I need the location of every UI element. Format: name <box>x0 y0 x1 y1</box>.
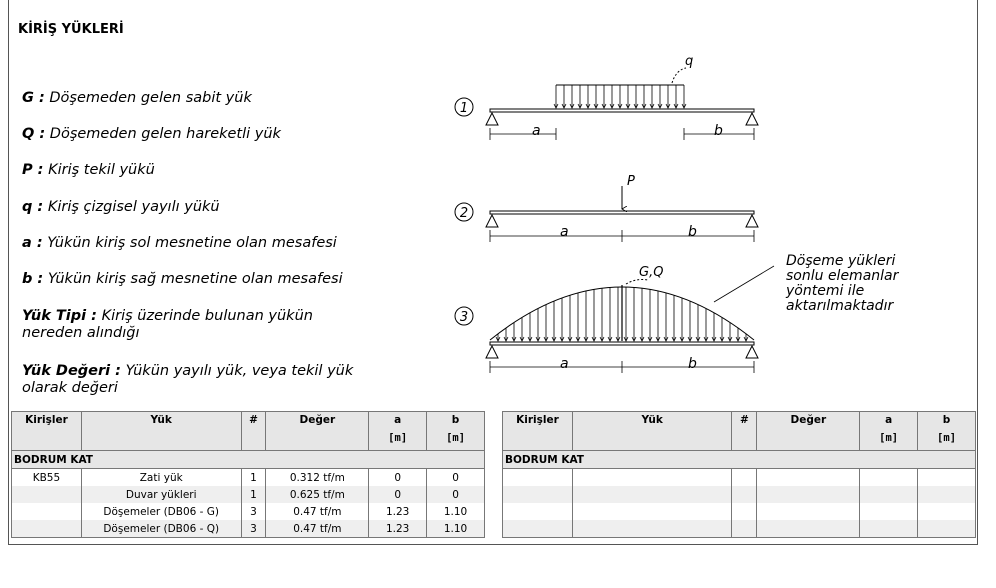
col-a: a [m] <box>860 412 918 451</box>
col-kirisler: Kirişler <box>503 412 573 451</box>
col-b: b [m] <box>918 412 976 451</box>
case-1-label: 1 <box>459 101 469 116</box>
load-diagrams <box>440 48 940 380</box>
a-label-3: a <box>560 356 569 372</box>
empty-row <box>503 486 976 503</box>
empty-row <box>503 520 976 538</box>
case-1-diagram <box>455 54 758 140</box>
legend-p: P : Kiriş tekil yükü <box>22 162 155 178</box>
section-row: BODRUM KAT <box>12 451 485 469</box>
col-b: b [m] <box>427 412 485 451</box>
q-label: q <box>685 54 694 69</box>
loads-table-left <box>11 411 485 538</box>
cell-kiris <box>12 503 82 520</box>
b-label-2: b <box>688 224 697 240</box>
table-row <box>12 469 485 487</box>
empty-row <box>503 503 976 520</box>
cell-kiris: KB55 <box>12 469 82 487</box>
support-right-1 <box>746 113 758 125</box>
support-left-1 <box>486 113 498 125</box>
cell-no: 3 <box>241 520 266 538</box>
cell-no: 1 <box>241 469 266 487</box>
cell-kiris <box>12 520 82 538</box>
legend-q: Q : Döşemeden gelen hareketli yük <box>22 126 281 142</box>
a-label-1: a <box>532 123 541 139</box>
gq-label: G,Q <box>639 265 664 280</box>
case-3-diagram <box>455 253 903 373</box>
cell-no: 1 <box>241 486 266 503</box>
loads-table-right <box>502 411 976 538</box>
col-a: a [m] <box>369 412 427 451</box>
cell-yuk: Döşemeler (DB06 - G) <box>81 503 241 520</box>
case-2-diagram <box>455 174 758 242</box>
legend-yuk-tipi: Yük Tipi : Kiriş üzerinde bulunan yükün nereden alındığı <box>22 308 313 341</box>
b-label-3: b <box>688 356 697 372</box>
p-label: P <box>627 174 635 189</box>
support-right-3 <box>746 346 758 358</box>
col-yuk: Yük <box>81 412 241 451</box>
cell-kiris <box>12 486 82 503</box>
b-label-1: b <box>714 123 723 139</box>
cell-deger: 0.47 tf/m <box>266 503 369 520</box>
col-kirisler: Kirişler <box>12 412 82 451</box>
fem-note: Döşeme yükleri sonlu elemanlar yöntemi ile aktarılmaktadır <box>786 253 899 314</box>
table-row <box>12 520 485 538</box>
cell-b: 0 <box>427 486 485 503</box>
legend-g: G : Döşemeden gelen sabit yük <box>22 90 252 106</box>
support-right-2 <box>746 215 758 227</box>
legend-yuk-degeri: Yük Değeri : Yükün yayılı yük, veya tekil yük olarak değeri <box>22 363 354 396</box>
cell-yuk: Zati yük <box>81 469 241 487</box>
cell-deger: 0.625 tf/m <box>266 486 369 503</box>
page-title: KİRİŞ YÜKLERİ <box>18 22 124 37</box>
col-deger: Değer <box>757 412 860 451</box>
case-2-label: 2 <box>459 206 469 221</box>
cell-b: 1.10 <box>427 503 485 520</box>
beam-2 <box>490 211 754 214</box>
col-yuk: Yük <box>572 412 732 451</box>
cell-deger: 0.312 tf/m <box>266 469 369 487</box>
empty-row <box>503 469 976 487</box>
support-left-3 <box>486 346 498 358</box>
cell-a: 0 <box>369 469 427 487</box>
col-no: # <box>241 412 266 451</box>
beam-3 <box>490 342 754 345</box>
beam-1 <box>490 109 754 112</box>
legend-a: a : Yükün kiriş sol mesnetine olan mesafesi <box>22 235 337 251</box>
col-deger: Değer <box>266 412 369 451</box>
table-row <box>12 503 485 520</box>
cell-deger: 0.47 tf/m <box>266 520 369 538</box>
cell-no: 3 <box>241 503 266 520</box>
udl-arrows <box>554 85 686 108</box>
cell-b: 0 <box>427 469 485 487</box>
note-leader <box>714 266 774 302</box>
cell-a: 1.23 <box>369 520 427 538</box>
cell-a: 1.23 <box>369 503 427 520</box>
cell-a: 0 <box>369 486 427 503</box>
case-3-label: 3 <box>459 310 469 325</box>
legend-q-line: q : Kiriş çizgisel yayılı yükü <box>22 199 220 215</box>
legend-b: b : Yükün kiriş sağ mesnetine olan mesafesi <box>22 271 343 287</box>
cell-yuk: Döşemeler (DB06 - Q) <box>81 520 241 538</box>
table-row <box>12 486 485 503</box>
section-row: BODRUM KAT <box>503 451 976 469</box>
cell-b: 1.10 <box>427 520 485 538</box>
support-left-2 <box>486 215 498 227</box>
col-no: # <box>732 412 757 451</box>
a-label-2: a <box>560 224 569 240</box>
cell-yuk: Duvar yükleri <box>81 486 241 503</box>
